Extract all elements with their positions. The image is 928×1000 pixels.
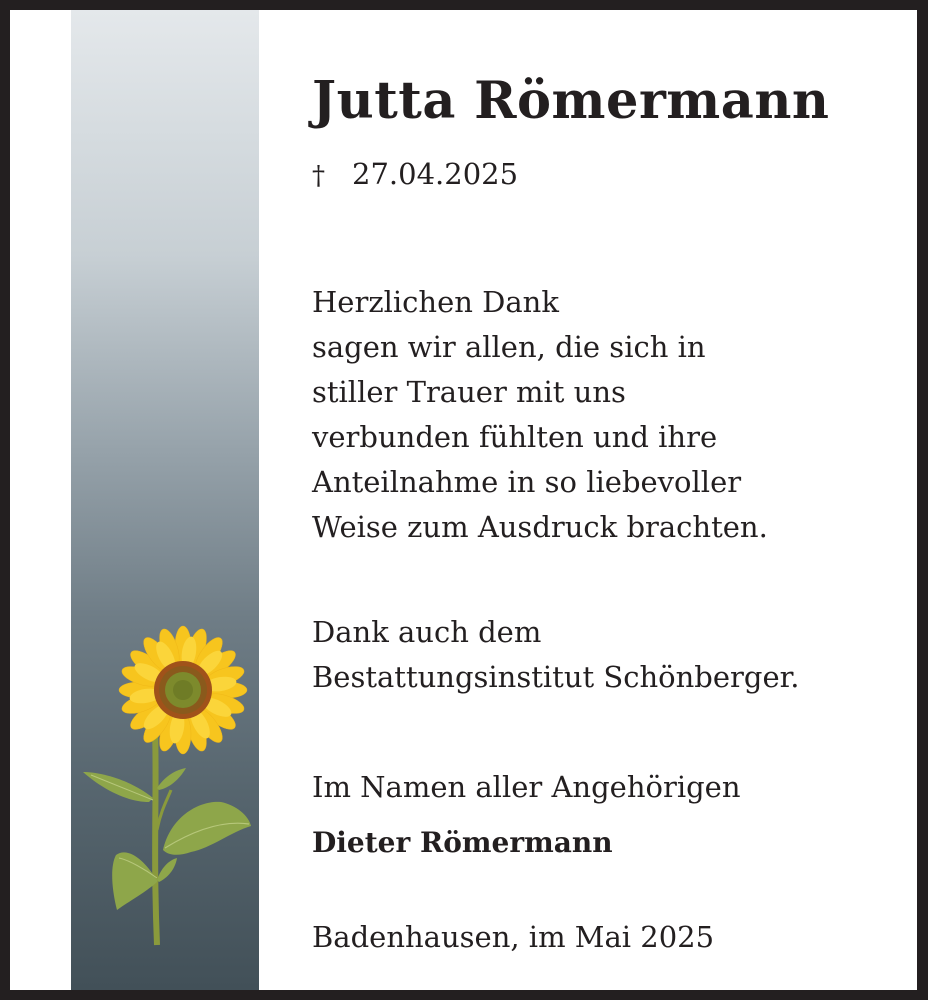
place-date: Badenhausen, im Mai 2025 <box>312 920 715 954</box>
sunflower-icon <box>71 10 259 990</box>
thanks-line: sagen wir allen, die sich in <box>312 330 706 364</box>
gradient-strip <box>71 10 259 990</box>
thanks-line: Herzlichen Dank <box>312 285 559 319</box>
thanks-line: verbunden fühlten und ihre <box>312 420 718 454</box>
cross-icon: † <box>312 161 325 191</box>
thanks-line: stiller Trauer mit uns <box>312 375 626 409</box>
deceased-name: Jutta Römermann <box>312 71 830 131</box>
extra-thanks-line: Bestattungsinstitut Schönberger. <box>312 660 800 694</box>
death-date-row <box>312 157 519 191</box>
on-behalf-text: Im Namen aller Angehörigen <box>312 770 741 804</box>
thanks-paragraph <box>312 280 768 550</box>
thanks-line: Weise zum Ausdruck brachten. <box>312 510 768 544</box>
death-date: 27.04.2025 <box>352 157 519 191</box>
thanks-line: Anteilnahme in so liebevoller <box>312 465 742 499</box>
obituary-card <box>10 10 917 990</box>
extra-thanks-line: Dank auch dem <box>312 615 542 649</box>
extra-thanks-paragraph <box>312 610 800 700</box>
signer-name: Dieter Römermann <box>312 826 613 859</box>
